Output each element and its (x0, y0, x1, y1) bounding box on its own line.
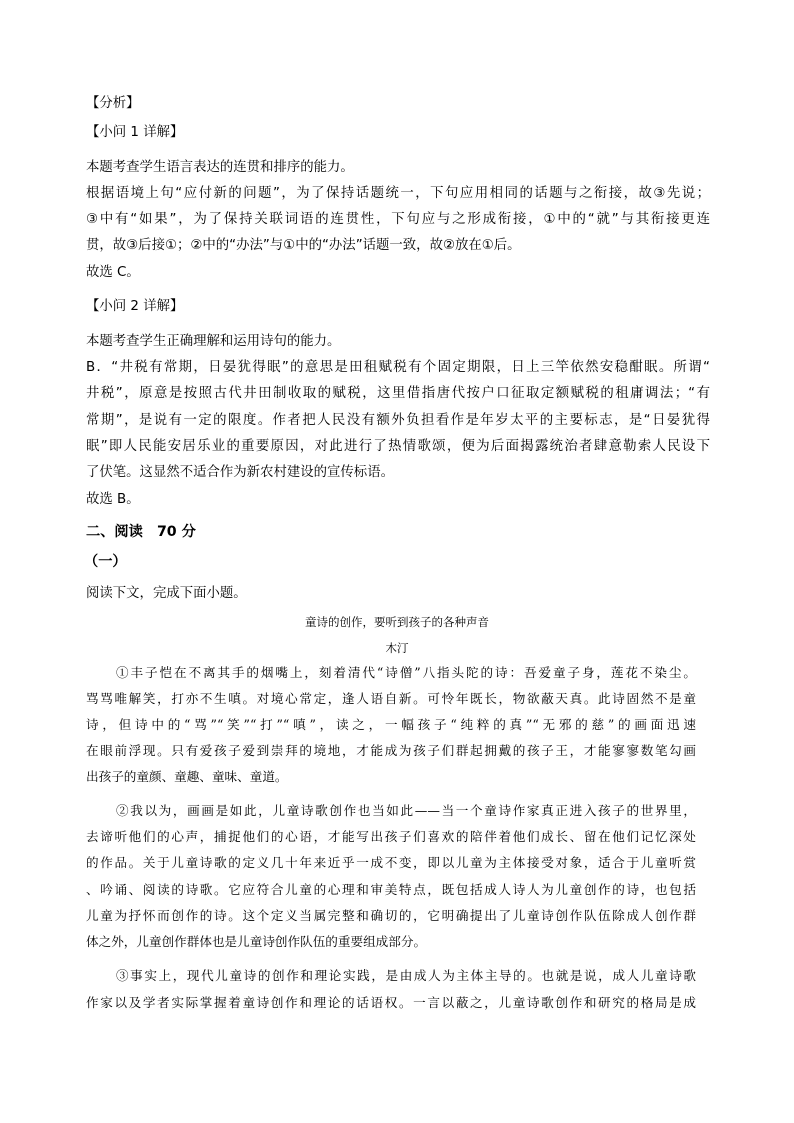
q2-line: 本题考查学生正确理解和运用诗句的能力。 (86, 334, 341, 349)
q2-answer: 故选 B。 (86, 492, 140, 507)
essay-line: 的作品。关于儿童诗歌的定义几十年来近乎一成不变，即以儿童为主体接受对象，适合于儿童听赏 (86, 855, 696, 870)
q2-line: 井税”，原意是按照古代井田制收取的赋税，这里借指唐代按户口征取定额赋税的租庸调法；“有 (86, 386, 710, 401)
essay-line: 作家以及学者实际掌握着童诗创作和理论的话语权。一言以蔽之，儿童诗歌创作和研究的格局是成 (86, 995, 696, 1010)
essay-title: 童诗的创作，要听到孩子的各种声音 (305, 615, 489, 629)
essay-line: ①丰子恺在不离其手的烟嘴上，刻着清代“诗僧”八指头陀的诗：吾爱童子身，莲花不染尘。 (116, 665, 696, 680)
essay-line: 儿童为抒怀而创作的诗。这个定义当属完整和确切的，它明确提出了儿童诗创作队伍除成人创作群 (86, 908, 696, 923)
essay-line: ②我以为，画画是如此，儿童诗歌创作也当如此——当一个童诗作家真正进入孩子的世界里， (116, 803, 696, 818)
q2-line: B．“井税有常期，日晏犹得眠”的意思是田租赋税有个固定期限，日上三竿依然安稳酣眠。所谓“ (86, 360, 710, 375)
essay-line: 骂骂唯解笑，打亦不生嗔。对境心常定，逢人语自新。可怜年既长，物欲蔽天真。此诗固然不是童 (86, 691, 696, 706)
q2-title: 【小问 2 详解】 (86, 299, 184, 314)
q2-line: 常期”，是说有一定的限度。作者把人民没有额外负担看作是年岁太平的主要标志，是“日晏犹得 (86, 413, 710, 428)
q1-line: 贯，故③后接①；②中的“办法”与①中的“办法”话题一致，故②放在①后。 (86, 238, 521, 253)
q1-line: 根据语境上句“应付新的问题”，为了保持话题统一，下句应用相同的话题与之衔接，故③先说； (86, 186, 710, 201)
essay-line: ③事实上，现代儿童诗的创作和理论实践，是由成人为主体主导的。也就是说，成人儿童诗歌 (116, 968, 696, 983)
q1-answer: 故选 C。 (86, 265, 140, 280)
essay-line: 体之外，儿童创作群体也是儿童诗创作队伍的重要组成部分。 (86, 934, 427, 949)
q2-line: 了伏笔。这显然不适合作为新农村建设的宣传标语。 (86, 465, 394, 480)
essay-line: 出孩子的童颜、童趣、童味、童道。 (86, 769, 288, 784)
essay-line: 、吟诵、阅读的诗歌。它应符合儿童的心理和审美特点，既包括成人诗人为儿童创作的诗，也包括 (86, 882, 696, 897)
q1-line: 本题考查学生语言表达的连贯和排序的能力。 (86, 160, 354, 175)
essay-line: 在眼前浮现。只有爱孩子爱到崇拜的境地，才能成为孩子们群起拥戴的孩子王，才能寥寥数笔勾画 (86, 743, 696, 758)
analysis-header: 【分析】 (86, 96, 140, 111)
q1-line: ③中有“如果”，为了保持关联词语的连贯性，下句应与之形成衔接，①中的“就”与其衔接更连 (86, 212, 710, 227)
essay-author: 木汀 (385, 641, 409, 655)
q1-title: 【小问 1 详解】 (86, 125, 184, 140)
section-title: 二、阅读 70 分 (86, 524, 196, 540)
essay-line: 去谛听他们的心声，捕捉他们的心语，才能写出孩子们喜欢的陪伴着他们成长、留在他们记忆深处 (86, 829, 696, 844)
section-instruction: 阅读下文，完成下面小题。 (86, 586, 247, 601)
q2-line: 眠”即人民能安居乐业的重要原因，对此进行了热情歌颂，便为后面揭露统治者肆意勒索人民设下 (86, 439, 710, 454)
section-sub: （一） (84, 554, 127, 570)
essay-line: 诗，但诗中的“骂”“笑”“打”“嗔”，读之，一幅孩子“纯粹的真”“无邪的慈”的画面迅速 (86, 717, 696, 732)
